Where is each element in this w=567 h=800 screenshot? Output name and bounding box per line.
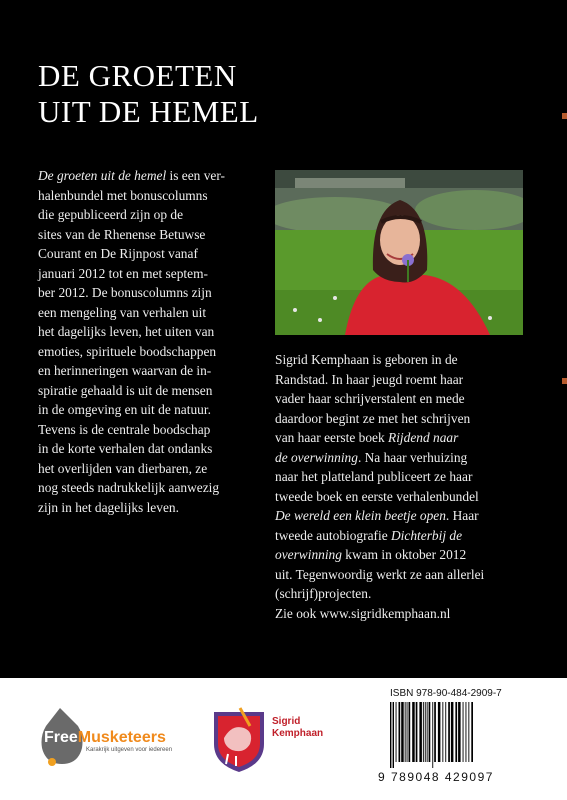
bio-line bbox=[275, 448, 535, 468]
bio-post: kwam in oktober 2012 bbox=[341, 547, 467, 562]
bio-pre: Sigrid Kemphaan is geboren in de bbox=[275, 352, 458, 367]
bio-line bbox=[275, 545, 535, 565]
barcode-bar bbox=[466, 702, 467, 762]
bio-italic: Rijdend naar bbox=[388, 430, 459, 445]
barcode-bar bbox=[390, 702, 391, 768]
barcode-bar bbox=[463, 702, 464, 762]
blurb-line bbox=[38, 225, 252, 245]
blurb-line bbox=[38, 186, 252, 206]
barcode-bar bbox=[419, 702, 422, 762]
blurb-line bbox=[38, 205, 252, 225]
barcode-bar bbox=[458, 702, 461, 762]
bio-pre: daardoor begint ze met het schrijven bbox=[275, 410, 471, 426]
blurb-line bbox=[38, 264, 252, 284]
blurb-line bbox=[38, 322, 252, 342]
publisher-name-musketeers: Musketeers bbox=[77, 729, 166, 746]
barcode-bar bbox=[468, 702, 469, 762]
barcode-bar bbox=[407, 702, 408, 762]
isbn-digits: 9 789048 429097 bbox=[378, 770, 494, 784]
blurb-text-span: het dagelijks leven, het uiten van bbox=[38, 324, 215, 339]
publisher-name bbox=[44, 729, 166, 747]
bio-italic: de overwinning bbox=[275, 449, 358, 465]
blurb-line bbox=[38, 283, 252, 303]
barcode-bar bbox=[442, 702, 443, 762]
bio-post: . Na haar verhuizing bbox=[357, 449, 468, 465]
title-line-2: UIT DE HEMEL bbox=[38, 94, 259, 129]
blurb-text-span: sites van de Rhenense Betuwse bbox=[38, 226, 206, 242]
barcode-bar bbox=[425, 702, 426, 762]
barcode-bar bbox=[409, 702, 411, 762]
bio-pre: vader haar schrijverstalent en mede bbox=[275, 391, 465, 406]
blurb-text-span: is een ver- bbox=[166, 168, 226, 183]
barcode-bar bbox=[434, 702, 436, 762]
bio-line bbox=[275, 565, 535, 585]
blurb-text-span: en herinneringen waarvan de in- bbox=[38, 363, 212, 378]
author-logo-text bbox=[272, 716, 323, 740]
blurb-text-span: die gepubliceerd zijn op de bbox=[38, 207, 184, 222]
bio-line bbox=[275, 526, 535, 546]
bio-pre: uit. Tegenwoordig werkt ze aan allerlei bbox=[275, 566, 485, 582]
bio-line bbox=[275, 604, 535, 624]
barcode-bar bbox=[427, 702, 428, 762]
isbn-label: ISBN 978-90-484-2909-7 bbox=[390, 688, 502, 699]
bio-line bbox=[275, 467, 535, 487]
blurb-line bbox=[38, 439, 252, 459]
blurb-text-span: spiratie gehaald is uit de mensen bbox=[38, 382, 213, 398]
bio-italic: De wereld een klein beetje open bbox=[275, 508, 446, 523]
blurb-text-span: ber 2012. De bonuscolumns zijn bbox=[38, 285, 212, 300]
bio-pre: naar het platteland publiceert ze haar bbox=[275, 469, 473, 484]
edge-mark-bottom bbox=[562, 378, 567, 384]
blurb-text-span: Courant en De Rijnpost vanaf bbox=[38, 246, 198, 261]
barcode-bar bbox=[393, 702, 394, 768]
blurb-line bbox=[38, 361, 252, 381]
blurb-line bbox=[38, 381, 252, 401]
blurb-text bbox=[38, 166, 252, 517]
author-bio bbox=[275, 350, 535, 623]
barcode-bar bbox=[448, 702, 450, 762]
publisher-tagline: Karakrijk uitgeven voor iedereen bbox=[86, 747, 173, 753]
bio-line bbox=[275, 409, 535, 429]
blurb-line bbox=[38, 478, 252, 498]
blurb-line bbox=[38, 342, 252, 362]
blurb-text-span: emoties, spirituele boodschappen bbox=[38, 343, 217, 359]
author-logo-line-2: Kemphaan bbox=[272, 728, 324, 739]
author-photo-image bbox=[275, 170, 523, 335]
blurb-text-span: zijn in het dagelijks leven. bbox=[38, 499, 179, 515]
barcode-bar bbox=[445, 702, 446, 762]
bio-pre: Randstad. In haar jeugd roemt haar bbox=[275, 371, 464, 387]
blurb-line bbox=[38, 303, 252, 323]
barcode-bar bbox=[438, 702, 441, 762]
bio-italic: Dichterbij de bbox=[391, 527, 463, 543]
edge-mark-top bbox=[562, 113, 567, 119]
blurb-text-span: nog steeds nadrukkelijk aanwezig bbox=[38, 480, 220, 495]
bio-line bbox=[275, 370, 535, 390]
blurb-text-span: januari 2012 tot en met septem- bbox=[38, 265, 208, 281]
title-line-1: DE GROETEN bbox=[38, 58, 237, 93]
bio-pre: (schrijf)projecten. bbox=[275, 586, 372, 601]
barcode-bar bbox=[423, 702, 424, 762]
blurb-text-span: halenbundel met bonuscolumns bbox=[38, 187, 208, 203]
barcode-bar bbox=[405, 702, 406, 762]
barcode-bar bbox=[455, 702, 457, 762]
barcode-bar bbox=[432, 702, 433, 768]
barcode-bar bbox=[429, 702, 431, 762]
blurb-line bbox=[38, 166, 252, 186]
blurb-text-span: een mengeling van verhalen uit bbox=[38, 304, 207, 320]
blurb-text-span: Tevens is de centrale boodschap bbox=[38, 421, 211, 437]
blurb-line bbox=[38, 244, 252, 264]
bio-pre: tweede boek en eerste verhalenbundel bbox=[275, 488, 479, 504]
bio-pre: van haar eerste boek bbox=[275, 430, 389, 445]
barcode-icon bbox=[388, 702, 540, 768]
blurb-text-span: het overlijden van dierbaren, ze bbox=[38, 460, 208, 476]
barcode-bar bbox=[471, 702, 473, 762]
bio-pre: tweede autobiografie bbox=[275, 527, 391, 543]
bio-line bbox=[275, 428, 535, 448]
barcode-bar bbox=[396, 702, 397, 762]
barcode-bar bbox=[401, 702, 404, 762]
kemphaan-shield-icon bbox=[210, 704, 268, 774]
blurb-line bbox=[38, 400, 252, 420]
barcode-bar bbox=[412, 702, 415, 762]
publisher-name-free: Free bbox=[44, 729, 78, 746]
book-title bbox=[38, 58, 338, 130]
author-logo-line-1: Sigrid bbox=[272, 716, 301, 727]
bio-post: . Haar bbox=[445, 508, 479, 523]
blurb-line bbox=[38, 498, 252, 518]
bio-line bbox=[275, 506, 535, 526]
blurb-text-span: in de omgeving en uit de natuur. bbox=[38, 402, 211, 417]
blurb-text-span: in de korte verhalen dat ondanks bbox=[38, 441, 213, 456]
author-photo bbox=[275, 170, 523, 335]
bio-italic: overwinning bbox=[275, 547, 342, 562]
blurb-line bbox=[38, 420, 252, 440]
bio-line bbox=[275, 584, 535, 604]
barcode-bar bbox=[399, 702, 401, 762]
bio-pre: Zie ook www.sigridkemphaan.nl bbox=[275, 605, 451, 621]
bio-line bbox=[275, 350, 535, 370]
bio-line bbox=[275, 487, 535, 507]
barcode-bar bbox=[451, 702, 454, 762]
blurb-italic: De groeten uit de hemel bbox=[38, 168, 167, 183]
barcode-bar bbox=[416, 702, 418, 762]
bio-line bbox=[275, 389, 535, 409]
blurb-line bbox=[38, 459, 252, 479]
